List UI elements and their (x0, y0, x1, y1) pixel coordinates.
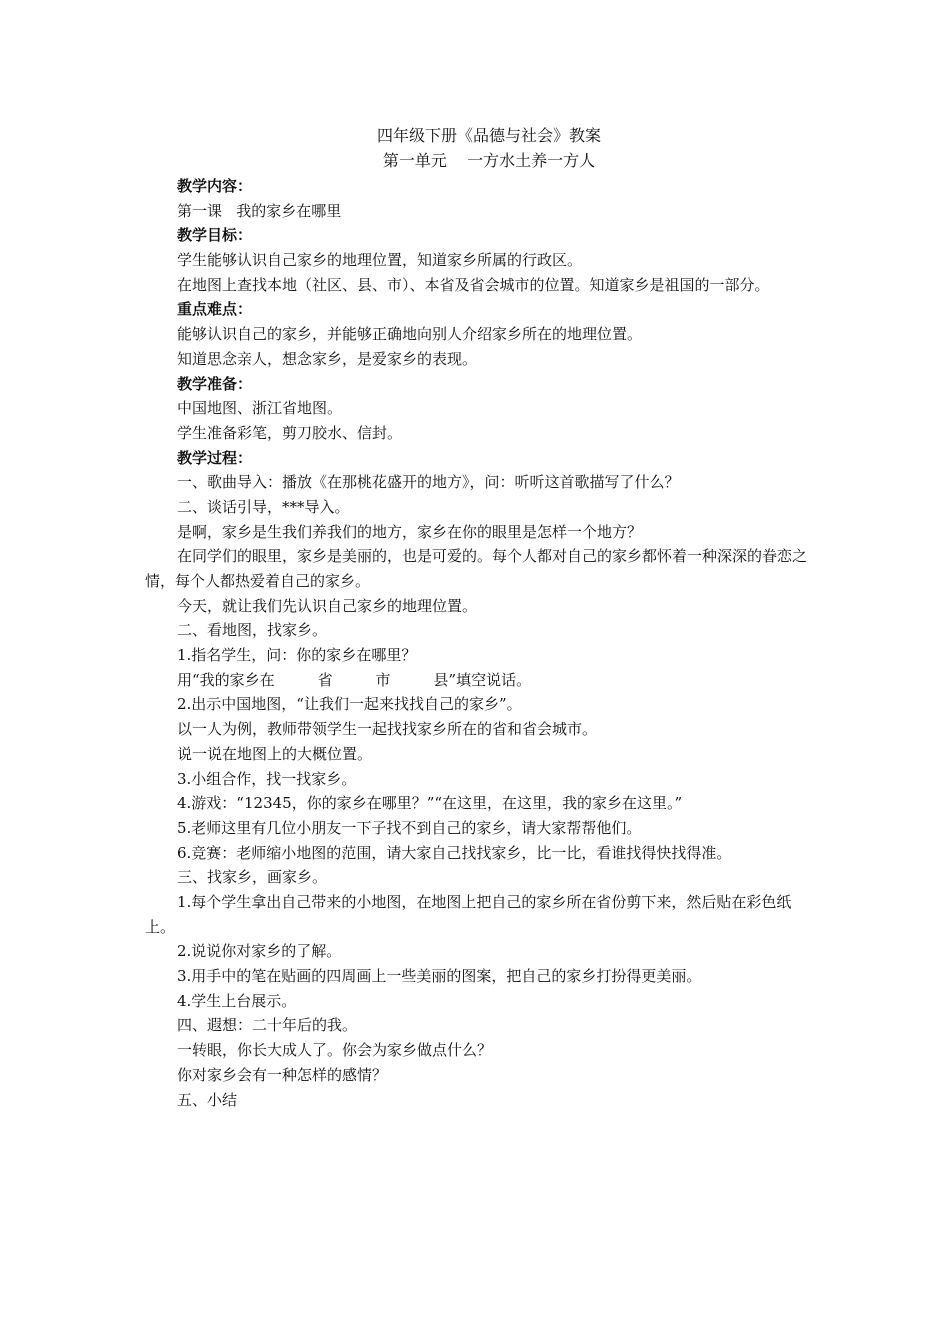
text-line: 今天，就让我们先认识自己家乡的地理位置。 (177, 596, 478, 615)
unit-subtitle: 第一单元 一方水土养一方人 (382, 151, 596, 170)
text-line: 2.出示中国地图，“让我们一起来找找自己的家乡”。 (177, 695, 522, 714)
text-line: 以一人为例，教师带领学生一起找找家乡所在的省和省会城市。 (177, 720, 598, 739)
text-line: 二、谈话引导，***导入。 (177, 497, 350, 516)
text-line: 是啊，家乡是生我们养我们的地方，家乡在你的眼里是怎样一个地方？ (177, 522, 643, 541)
text-line: 一转眼，你长大成人了。你会为家乡做点什么？ (177, 1041, 493, 1060)
section-heading: 教学目标： (177, 226, 253, 245)
text-line: 学生能够认识自己家乡的地理位置，知道家乡所属的行政区。 (177, 251, 583, 270)
text-line: 第一课 我的家乡在哪里 (177, 201, 342, 220)
text-line: 一、歌曲导入：播放《在那桃花盛开的地方》，问：听听这首歌描写了什么？ (177, 473, 680, 492)
text-line: 4.游戏：“12345，你的家乡在哪里？”“在这里，在这里，我的家乡在这里。” (177, 794, 683, 813)
text-line: 1.指名学生，问：你的家乡在哪里？ (177, 646, 417, 665)
text-line: 中国地图、浙江省地图。 (177, 399, 343, 418)
text-line: 2.说说你对家乡的了解。 (177, 942, 342, 961)
text-line: 5.老师这里有几位小朋友一下子找不到自己的家乡，请大家帮帮他们。 (177, 818, 642, 837)
document-title: 四年级下册《品德与社会》教案 (376, 126, 601, 145)
text-line: 三、找家乡，画家乡。 (177, 868, 328, 887)
paragraph: 在同学们的眼里，家乡是美丽的，也是可爱的。每个人都对自己的家乡都怀着一种深深的眷恋之情，每个人都热爱着自己的家乡。 (145, 547, 808, 591)
section-heading: 教学过程： (177, 448, 253, 467)
text-line: 知道思念亲人，想念家乡，是爱家乡的表现。 (177, 349, 478, 368)
paragraph: 1.每个学生拿出自己带来的小地图，在地图上把自己的家乡所在省份剪下来，然后贴在彩色纸上。 (145, 892, 792, 936)
text-line: 3.小组合作，找一找家乡。 (177, 769, 357, 788)
text-line: 四、遐想：二十年后的我。 (177, 1016, 358, 1035)
text-line: 4.学生上台展示。 (177, 991, 297, 1010)
section-heading: 重点难点： (177, 300, 253, 319)
text-line: 用“我的家乡在 省 市 县”填空说话。 (177, 670, 532, 689)
text-line: 学生准备彩笔，剪刀胶水、信封。 (177, 423, 403, 442)
section-heading: 教学准备： (177, 374, 253, 393)
text-line: 说一说在地图上的大概位置。 (177, 744, 373, 763)
text-line: 二、看地图，找家乡。 (177, 621, 328, 640)
lesson-plan-body (145, 174, 815, 1112)
text-line: 你对家乡会有一种怎样的感情？ (177, 1065, 388, 1084)
text-line: 五、小结 (177, 1090, 238, 1109)
text-line: 能够认识自己的家乡，并能够正确地向别人介绍家乡所在的地理位置。 (177, 325, 643, 344)
text-line: 6.竞赛：老师缩小地图的范围，请大家自己找找家乡，比一比，看谁找得快找得准。 (177, 843, 732, 862)
text-line: 在地图上查找本地（社区、县、市）、本省及省会城市的位置。知道家乡是祖国的一部分。 (177, 275, 770, 294)
section-heading: 教学内容： (177, 177, 253, 195)
text-line: 3.用手中的笔在贴画的四周画上一些美丽的图案，把自己的家乡打扮得更美丽。 (177, 967, 702, 986)
